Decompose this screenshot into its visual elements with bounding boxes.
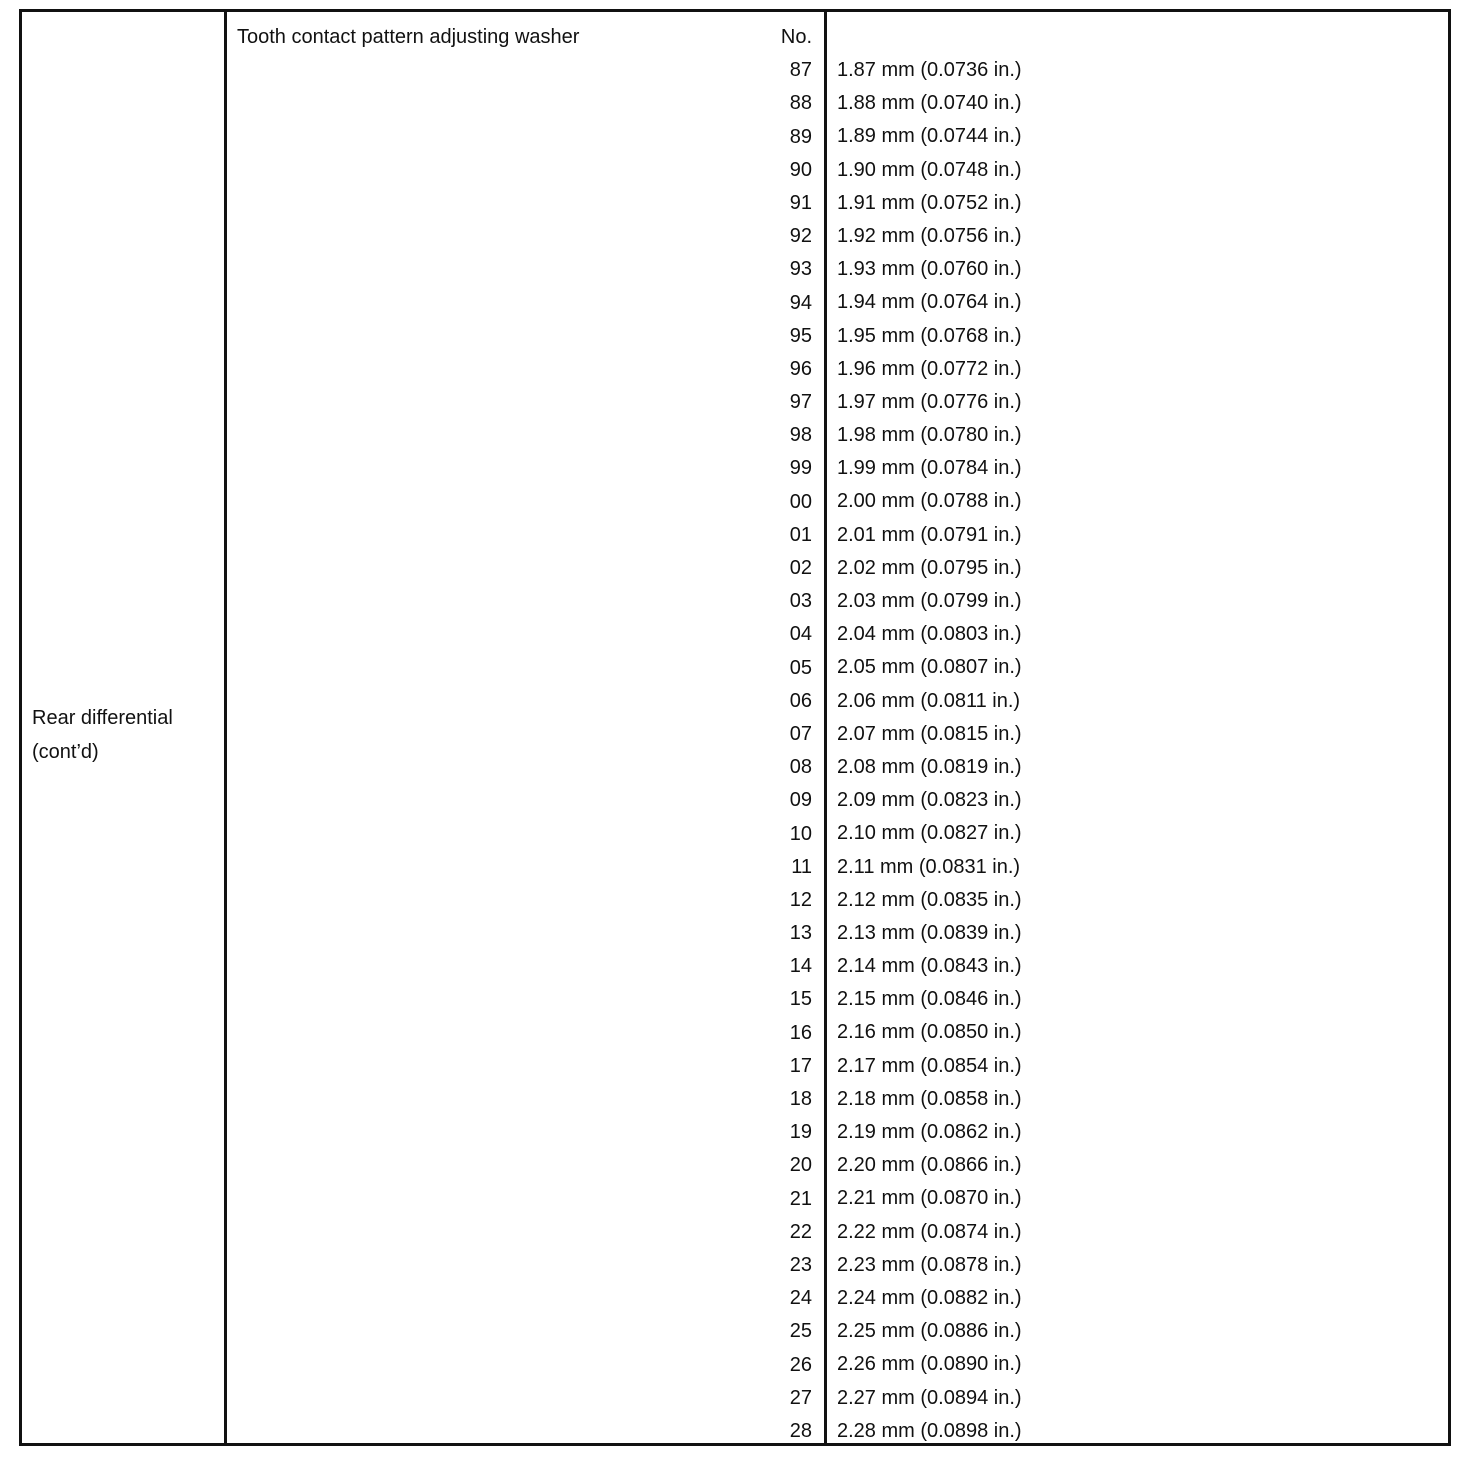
washer-number: 07 xyxy=(789,722,812,745)
washer-thickness: 1.98 mm (0.0780 in.) xyxy=(837,424,1022,447)
washer-thickness: 2.21 mm (0.0870 in.) xyxy=(837,1187,1022,1210)
washer-thickness: 2.08 mm (0.0819 in.) xyxy=(837,755,1022,778)
washer-thickness: 2.05 mm (0.0807 in.) xyxy=(837,656,1022,679)
category-label: Rear differential (cont’d) xyxy=(32,707,173,763)
washer-thickness: 1.95 mm (0.0768 in.) xyxy=(837,324,1022,347)
value-column xyxy=(827,12,1448,1443)
washer-number: 23 xyxy=(789,1253,812,1276)
washer-thickness: 2.09 mm (0.0823 in.) xyxy=(837,789,1022,812)
washer-number-list xyxy=(732,21,812,1448)
item-label: Tooth contact pattern adjusting washer xyxy=(237,26,580,48)
washer-thickness: 1.89 mm (0.0744 in.) xyxy=(837,125,1022,148)
washer-thickness: 2.20 mm (0.0866 in.) xyxy=(837,1154,1022,1177)
washer-thickness: 2.25 mm (0.0886 in.) xyxy=(837,1320,1022,1343)
washer-thickness: 2.23 mm (0.0878 in.) xyxy=(837,1253,1022,1276)
category-column xyxy=(22,12,227,1443)
washer-number: 05 xyxy=(789,656,812,679)
washer-number: 04 xyxy=(789,623,812,646)
washer-thickness: 2.04 mm (0.0803 in.) xyxy=(837,623,1022,646)
washer-number: 01 xyxy=(789,523,812,546)
washer-number: 94 xyxy=(789,291,812,314)
washer-number: 98 xyxy=(789,424,812,447)
washer-number: 11 xyxy=(791,855,812,878)
washer-thickness: 1.97 mm (0.0776 in.) xyxy=(837,390,1022,413)
washer-number: 00 xyxy=(789,490,812,513)
washer-number: 09 xyxy=(789,789,812,812)
washer-thickness: 2.22 mm (0.0874 in.) xyxy=(837,1220,1022,1243)
washer-thickness: 1.93 mm (0.0760 in.) xyxy=(837,258,1022,281)
washer-number: 12 xyxy=(789,888,812,911)
washer-thickness: 1.96 mm (0.0772 in.) xyxy=(837,357,1022,380)
washer-number: 24 xyxy=(789,1287,812,1310)
washer-number: 06 xyxy=(789,689,812,712)
washer-number: 20 xyxy=(789,1154,812,1177)
washer-thickness: 1.88 mm (0.0740 in.) xyxy=(837,92,1022,115)
washer-thickness: 1.91 mm (0.0752 in.) xyxy=(837,191,1022,214)
washer-thickness: 2.18 mm (0.0858 in.) xyxy=(837,1087,1022,1110)
washer-thickness: 2.17 mm (0.0854 in.) xyxy=(837,1054,1022,1077)
washer-thickness: 2.13 mm (0.0839 in.) xyxy=(837,921,1022,944)
washer-number: 16 xyxy=(789,1021,812,1044)
washer-thickness: 2.10 mm (0.0827 in.) xyxy=(837,822,1022,845)
washer-thickness: 2.26 mm (0.0890 in.) xyxy=(837,1353,1022,1376)
washer-thickness: 2.14 mm (0.0843 in.) xyxy=(837,955,1022,978)
washer-number: 02 xyxy=(789,557,812,579)
washer-number: 17 xyxy=(789,1054,812,1077)
washer-number: 27 xyxy=(789,1386,812,1409)
washer-number: 10 xyxy=(789,822,812,845)
washer-thickness: 2.15 mm (0.0846 in.) xyxy=(837,988,1022,1011)
number-header: No. xyxy=(780,26,812,48)
washer-thickness: 2.11 mm (0.0831 in.) xyxy=(837,855,1021,878)
washer-thickness: 1.92 mm (0.0756 in.) xyxy=(837,224,1022,247)
washer-number: 93 xyxy=(789,258,812,281)
washer-number: 91 xyxy=(789,191,812,214)
washer-number: 28 xyxy=(789,1419,812,1442)
washer-number: 26 xyxy=(789,1353,812,1376)
washer-number: 18 xyxy=(789,1088,812,1110)
washer-thickness: 2.12 mm (0.0835 in.) xyxy=(837,888,1022,911)
washer-number: 99 xyxy=(789,457,812,480)
washer-thickness: 2.02 mm (0.0795 in.) xyxy=(837,556,1022,579)
washer-number: 87 xyxy=(789,59,812,82)
washer-number: 08 xyxy=(789,756,812,779)
washer-number: 14 xyxy=(789,955,812,978)
washer-number: 03 xyxy=(789,590,812,613)
washer-number: 13 xyxy=(789,922,812,945)
washer-thickness: 2.00 mm (0.0788 in.) xyxy=(837,490,1022,513)
washer-number: 96 xyxy=(789,357,812,380)
washer-number: 21 xyxy=(789,1187,812,1210)
washer-number: 25 xyxy=(789,1320,812,1343)
washer-number: 90 xyxy=(789,158,812,181)
washer-number: 15 xyxy=(789,988,812,1011)
item-column xyxy=(227,12,827,1443)
spec-table xyxy=(19,9,1451,1446)
washer-number: 89 xyxy=(789,125,812,148)
washer-thickness: 2.01 mm (0.0791 in.) xyxy=(837,523,1022,546)
washer-thickness-list xyxy=(837,54,1022,1448)
washer-number: 95 xyxy=(789,324,812,347)
washer-thickness: 2.07 mm (0.0815 in.) xyxy=(837,722,1022,745)
washer-number: 92 xyxy=(789,225,812,248)
washer-number: 88 xyxy=(789,92,812,115)
washer-number: 19 xyxy=(789,1121,812,1144)
washer-thickness: 1.87 mm (0.0736 in.) xyxy=(837,59,1022,81)
washer-thickness: 2.06 mm (0.0811 in.) xyxy=(837,689,1021,712)
washer-thickness: 1.90 mm (0.0748 in.) xyxy=(837,158,1022,181)
washer-thickness: 2.28 mm (0.0898 in.) xyxy=(837,1419,1022,1442)
washer-number: 22 xyxy=(789,1220,812,1243)
washer-thickness: 2.24 mm (0.0882 in.) xyxy=(837,1286,1022,1309)
washer-thickness: 1.94 mm (0.0764 in.) xyxy=(837,291,1022,314)
washer-thickness: 2.27 mm (0.0894 in.) xyxy=(837,1386,1022,1409)
washer-thickness: 2.19 mm (0.0862 in.) xyxy=(837,1121,1022,1143)
washer-thickness: 1.99 mm (0.0784 in.) xyxy=(837,457,1022,480)
washer-thickness: 2.16 mm (0.0850 in.) xyxy=(837,1021,1022,1044)
washer-thickness: 2.03 mm (0.0799 in.) xyxy=(837,590,1022,612)
washer-number: 97 xyxy=(789,391,812,414)
